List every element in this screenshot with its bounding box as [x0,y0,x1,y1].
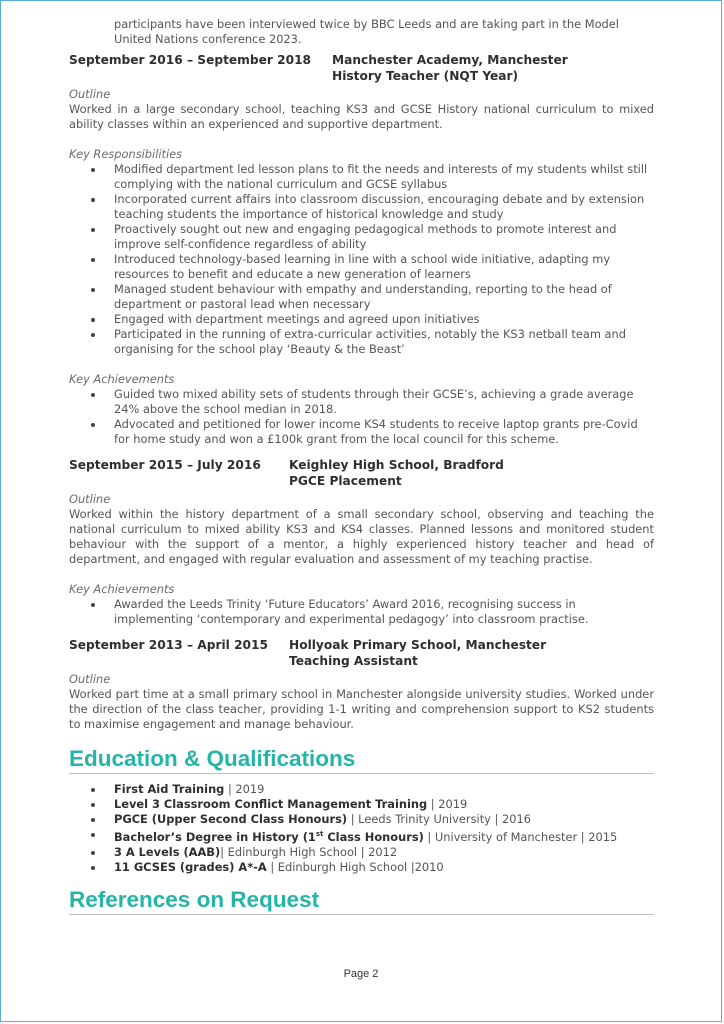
job-employer [332,52,568,84]
outline-label: Outline [69,672,111,686]
references-heading: References on Request [69,887,654,915]
list-item: Proactively sought out new and engaging pedagogical methods to promote interest and improve self-confidence regardless of ability [69,222,654,252]
list-item: Level 3 Classroom Conflict Management Training | 2019 [69,797,654,812]
job-org: Keighley High School, Bradford [289,458,504,472]
list-item: Guided two mixed ability sets of students through their GCSE’s, achieving a grade average 24% above the school median in 2018. [69,387,654,417]
job-outline: Worked in a large secondary school, teaching KS3 and GCSE History national curriculum to mixed ability classes within an experienced and supportive department. [69,102,654,131]
list-item: Introduced technology-based learning in line with a school wide initiative, adapting my resources to benefit and educate a new generation of learners [69,252,654,282]
achievements-label: Key Achievements [69,372,175,386]
achievements-label: Key Achievements [69,582,175,596]
list-item: 11 GCSES (grades) A*-A | Edinburgh High School |2010 [69,860,654,875]
education-list [69,782,654,875]
responsibilities-label: Key Responsibilities [69,147,183,161]
intro-line: participants have been interviewed twice by BBC Leeds and are taking part in the Model [114,17,619,31]
list-item: 3 A Levels (AAB)| Edinburgh High School | 2012 [69,845,654,860]
list-item: Bachelor’s Degree in History (1st Class Honours) | University of Manchester | 2015 [69,827,654,845]
job-header [69,52,654,84]
intro-line: United Nations conference 2023. [114,32,302,46]
job-dates: September 2013 – April 2015 [69,638,268,652]
intro-paragraph [69,1,654,47]
outline-label: Outline [69,87,111,101]
job-entry [69,637,654,732]
responsibilities-list [69,162,654,357]
list-item: PGCE (Upper Second Class Honours) | Leeds Trinity University | 2016 [69,812,654,827]
job-entry [69,52,654,447]
list-item: Participated in the running of extra-curricular activities, notably the KS3 netball team and organising for the school play ‘Beauty & the Beast’ [69,327,654,357]
job-outline: Worked part time at a small primary school in Manchester alongside university studies. Worked under the direction of the class teacher, providing 1-1 writing and comprehension support to KS2 students to maximise engagement and manage behaviour. [69,687,654,731]
job-org: Hollyoak Primary School, Manchester [289,638,547,652]
list-item: Managed student behaviour with empathy and understanding, reporting to the head of department or pastoral lead when necessary [69,282,654,312]
achievements-list [69,597,654,627]
list-item: First Aid Training | 2019 [69,782,654,797]
job-role: PGCE Placement [289,474,402,488]
job-employer [289,637,546,669]
job-header [69,457,654,489]
page-number: Page 2 [343,968,379,980]
list-item: Incorporated current affairs into classroom discussion, encouraging debate and by extension teaching students the importance of historical knowledge and study [69,192,654,222]
job-dates: September 2015 – July 2016 [69,458,261,472]
job-header [69,637,654,669]
job-dates: September 2016 – September 2018 [69,53,312,67]
job-org: Manchester Academy, Manchester [332,53,568,67]
outline-label: Outline [69,492,111,506]
job-employer [289,457,504,489]
job-entry [69,457,654,627]
list-item: Modified department led lesson plans to fit the needs and interests of my students whilst still complying with the national curriculum and GCSE syllabus [69,162,654,192]
job-outline: Worked within the history department of a small secondary school, observing and teaching the national curriculum to mixed ability KS3 and KS4 classes. Planned lessons and monitored student behaviour with the support of a mentor, a highly experienced history teacher and head of department, and engaged with regular evaluation and assessment of my teaching practise. [69,507,654,566]
job-role: History Teacher (NQT Year) [332,69,519,83]
achievements-list [69,387,654,447]
list-item: Engaged with department meetings and agreed upon initiatives [69,312,654,327]
list-item: Awarded the Leeds Trinity ‘Future Educators’ Award 2016, recognising success in implementing ‘contemporary and experimental pedagogy’ into classroom practise. [69,597,654,627]
education-heading: Education & Qualifications [69,746,654,774]
job-role: Teaching Assistant [289,654,418,668]
list-item: Advocated and petitioned for lower income KS4 students to receive laptop grants pre-Covid for home study and won a £100k grant from the local council for this scheme. [69,417,654,447]
